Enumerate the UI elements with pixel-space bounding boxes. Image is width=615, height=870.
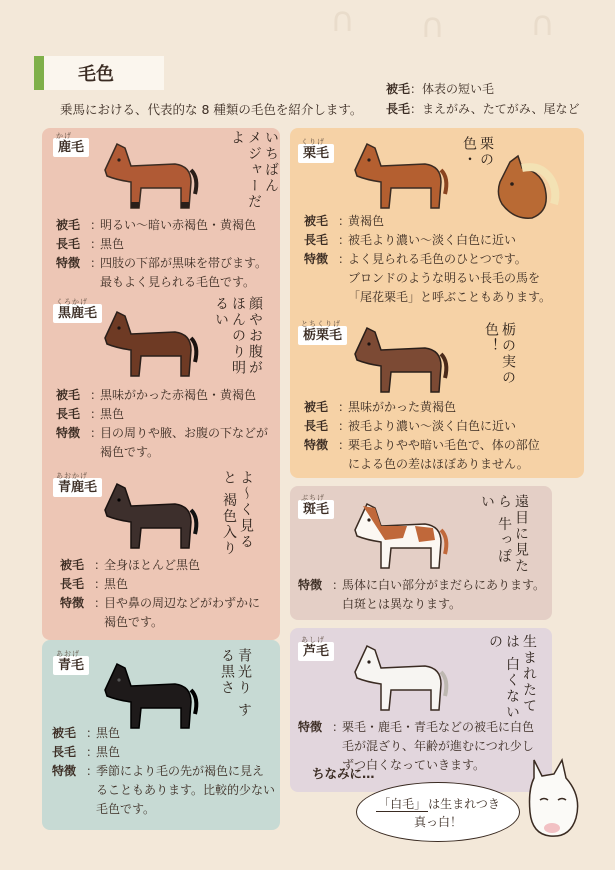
colon: ： [338,438,351,452]
card-kage-name [53,132,89,157]
colon: ： [94,577,107,591]
label-mane: 長毛 [56,237,81,251]
colon: ： [338,233,351,247]
colon: ： [338,252,351,266]
speech-bubble [356,782,520,842]
card-aokage-info [60,556,276,632]
colon: ： [332,578,345,592]
ruby: あおげ [56,650,80,658]
definition-term: 被毛 [386,82,411,96]
name-text: 栗毛 [303,146,330,161]
colon: ： [90,388,103,402]
handwritten-note: 青光り する黒さ [219,648,252,719]
label-coat: 被毛 [56,388,81,402]
label-coat: 被毛 [304,400,329,414]
card-kurokage-info [56,386,276,462]
feature-line: 「尾花栗毛」と呼ぶこともあります。 [348,290,552,304]
feature-line: 毛色です。 [96,802,156,816]
ruby: くろかげ [56,298,88,306]
card-buchi-info [298,576,550,614]
mane-value: 被毛より濃い〜淡く白色に近い [348,419,517,433]
definition-mane [386,100,579,117]
definition-desc: 体表の短い毛 [422,82,495,96]
feature-line: 毛が混ざり、年齢が進むにつれ少し [342,739,534,753]
ruby: かげ [56,132,72,140]
coat-value: 黒味がかった赤褐色・黄褐色 [100,388,257,402]
colon: ： [332,720,345,734]
colon: ： [86,764,99,778]
name-text: 青鹿毛 [58,480,98,495]
white-horse-head-icon [520,756,586,840]
feature-line: 褐色です。 [104,615,164,629]
horse-buchi-icon [345,490,455,575]
horseshoe-deco-icon: ∩ [530,4,555,44]
label-mane: 長毛 [304,419,329,433]
feature-line: よく見られる毛色のひとつです。 [348,252,527,266]
card-tochikuri-name [298,320,347,345]
name-text: 栃栗毛 [303,328,343,343]
label-feature: 特徴 [298,720,323,734]
colon: ： [90,426,103,440]
label-feature: 特徴 [304,438,329,452]
card-kuri-info [304,212,582,307]
label-feature: 特徴 [304,252,329,266]
feature-line: 最もよく見られる毛色です。 [100,275,256,289]
horseshoe-deco-icon: ∩ [330,0,355,40]
feature-line: ブロンドのような明るい長毛の馬を [348,271,541,285]
feature-line: 馬体に白い部分がまだらにあります。 [342,578,546,592]
label-coat: 被毛 [52,726,77,740]
bubble-text: は生まれつき [428,797,500,811]
name-text: 鹿毛 [58,140,85,155]
colon: ： [338,400,351,414]
colon: ： [94,596,107,610]
label-feature: 特徴 [56,256,81,270]
coat-value: 全身ほとんど黒色 [104,558,201,572]
horse-ao-icon [95,650,205,735]
label-feature: 特徴 [52,764,77,778]
footer-lead: ちなみに… [312,766,375,781]
colon: ： [86,745,99,759]
colon: ： [338,419,351,433]
mane-value: 黒色 [96,745,121,759]
ruby: あおかげ [56,472,88,480]
feature-line: 目の周りや腋、お腹の下などが [100,426,269,440]
handwritten-note: いちばん メジャーだよ [229,130,279,210]
feature-line: 白斑とは異なります。 [342,597,462,611]
feature-line: 栗毛・鹿毛・青毛などの被毛に白色 [342,720,535,734]
colon: ： [410,82,423,96]
feature-line: ずつ白くなっていきます。 [342,758,486,772]
definition-coat [386,80,494,97]
label-feature: 特徴 [298,578,323,592]
colon: ： [410,102,423,116]
definition-desc: まえがみ、たてがみ、尾など [422,102,580,116]
label-feature: 特徴 [60,596,85,610]
feature-line: による色の差はほぼありません。 [348,457,529,471]
handwritten-note: 生まれたては 白くないの [487,634,537,721]
colon: ： [94,558,107,572]
coat-value: 黒味がかった黄褐色 [348,400,457,414]
colon: ： [338,214,351,228]
card-kage-info [56,216,276,292]
label-mane: 長毛 [52,745,77,759]
name-text: 黒鹿毛 [58,306,98,321]
label-coat: 被毛 [304,214,329,228]
card-ao-info [52,724,278,819]
feature-line: 褐色です。 [100,445,160,459]
card-tochikuri-info [304,398,582,474]
horse-tochikuri-icon [345,314,455,399]
coat-value: 明るい〜暗い赤褐色・黄褐色 [100,218,257,232]
name-text: 芦毛 [303,644,330,659]
label-coat: 被毛 [56,218,81,232]
handwritten-note: 遠目に見たら 牛っぽい [479,494,529,574]
ruby: くりげ [301,138,325,146]
label-feature: 特徴 [56,426,81,440]
feature-line: 四肢の下部が黒味を帯びます。 [100,256,268,270]
coat-value: 黄褐色 [348,214,385,228]
intro-text: 乗馬における、代表的な 8 種類の毛色を紹介します。 [60,102,363,117]
name-text: 斑毛 [303,502,330,517]
feature-line: 季節により毛の先が褐色に見え [96,764,265,778]
card-ao-name [53,650,89,675]
mane-value: 黒色 [100,237,125,251]
mane-value: 被毛より濃い〜淡く白色に近い [348,233,517,247]
label-mane: 長毛 [56,407,81,421]
coat-value: 黒色 [96,726,121,740]
card-buchi-name [298,494,334,519]
colon: ： [86,726,99,740]
mane-value: 黒色 [104,577,129,591]
colon: ： [90,407,103,421]
page-title-text: 毛色 [78,64,114,85]
feature-line: ることもあります。比較的少ない [96,783,276,797]
handwritten-note: 顔やお腹が ほんのり明るい [213,296,263,376]
name-text: 青毛 [58,658,85,673]
ruby: とちくりげ [301,320,341,328]
page-title [34,56,164,90]
handwritten-note: 栗の色・ [461,136,494,168]
feature-line: 目や鼻の周辺などがわずかに [104,596,261,610]
colon: ： [90,256,103,270]
mane-value: 黒色 [100,407,125,421]
horse-ashi-icon [345,632,455,717]
card-ashi-name [298,636,334,661]
horse-kuri-icon [345,130,455,215]
label-coat: 被毛 [60,558,85,572]
bubble-text: 真っ白！ [413,815,462,829]
ruby: あしげ [301,636,325,644]
handwritten-note: よ〜く見ると 褐色入り [221,470,254,557]
label-mane: 長毛 [60,577,85,591]
horse-kage-icon [95,130,205,215]
horse-aokage-icon [95,470,205,555]
horse-kurokage-icon [95,298,205,383]
card-kuri-name [298,138,334,163]
colon: ： [90,237,103,251]
label-mane: 長毛 [304,233,329,247]
horseshoe-deco-icon: ∩ [420,6,445,46]
ruby: ぶちげ [301,494,325,502]
definition-term: 長毛 [386,102,411,116]
colon: ： [90,218,103,232]
handwritten-note: 栃の実の 色！ [483,322,516,386]
feature-line: 栗毛よりやや暗い毛色で、体の部位 [348,438,540,452]
white-coat-term: 「白毛」 [378,797,427,811]
